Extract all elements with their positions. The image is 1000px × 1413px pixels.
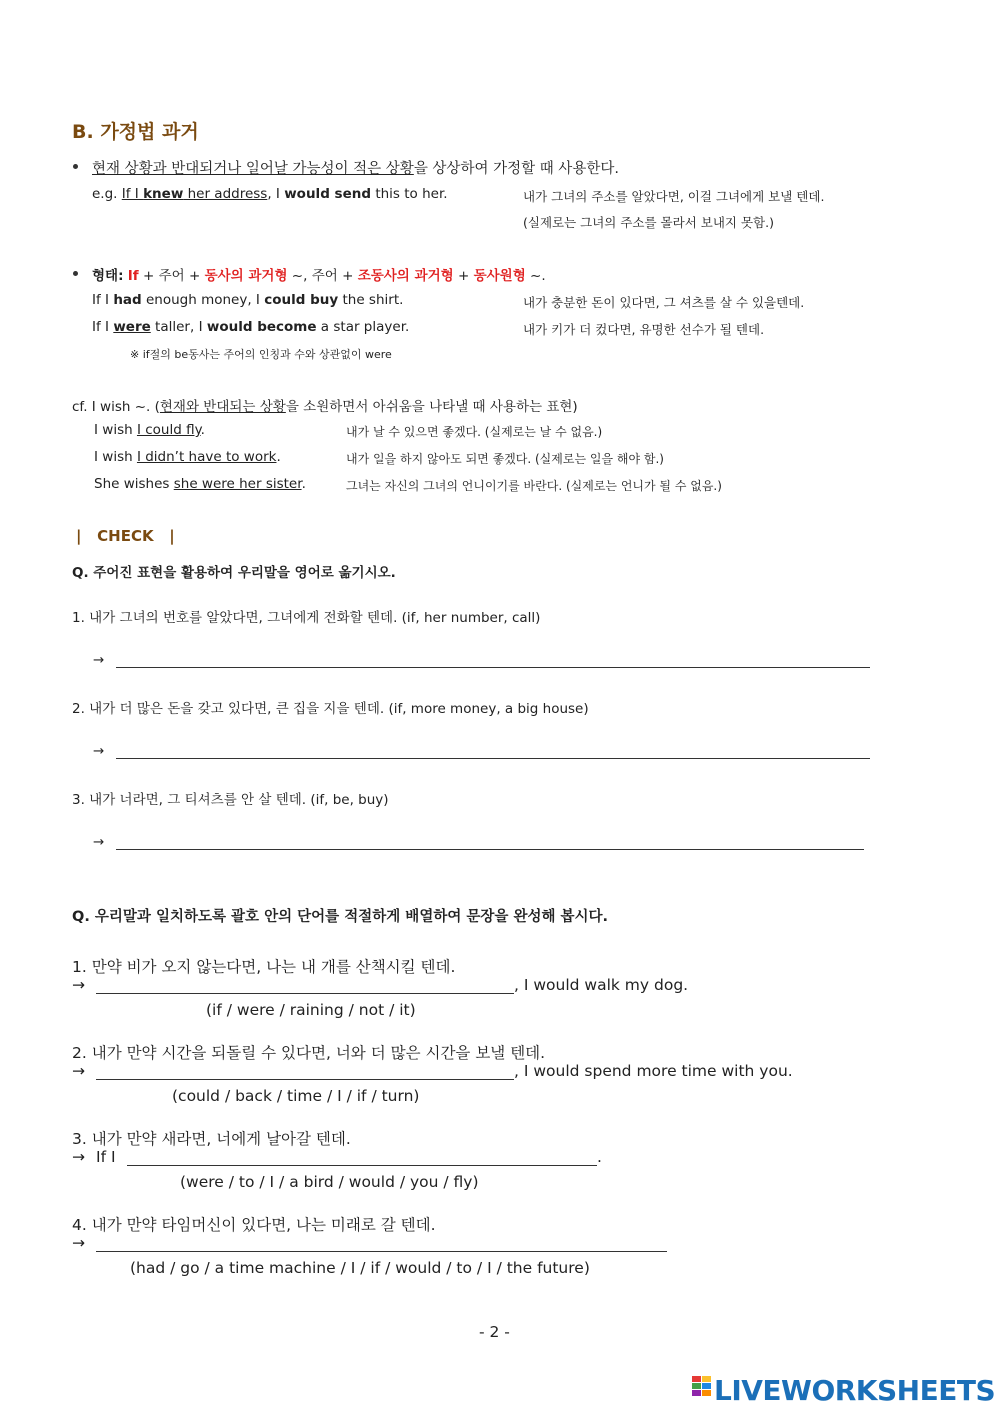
cf-row-1-kr: 내가 날 수 있으면 좋겠다. (실제로는 날 수 없음.) bbox=[346, 425, 603, 439]
arrange-item-2-kr: 2. 내가 만약 시간을 되돌릴 수 있다면, 너와 더 많은 시간을 보낼 텐데. bbox=[72, 1044, 546, 1062]
form-formula bbox=[92, 264, 546, 284]
text-part: If I bbox=[92, 292, 114, 308]
text-bold: had bbox=[113, 292, 142, 308]
cf-row-3-kr: 그녀는 자신의 그녀의 언니이기를 바란다. (실제로는 언니가 될 수 없음.) bbox=[346, 479, 722, 493]
text-part: If I bbox=[92, 319, 114, 335]
intro-rule-underlined: 현재 상황과 반대되거나 일어날 가능성이 적은 상황 bbox=[92, 161, 414, 177]
answer-line-2[interactable] bbox=[116, 758, 870, 759]
form-label: 형태: bbox=[92, 268, 124, 284]
text-underlined: she were her sister bbox=[173, 476, 302, 492]
arrow-icon: → bbox=[93, 652, 105, 668]
arrange-item-3-prefix: If I bbox=[96, 1148, 116, 1166]
eg-if: If I bbox=[121, 186, 144, 202]
form-part: + bbox=[453, 268, 474, 284]
text-part: taller, I bbox=[150, 319, 207, 335]
text-part: I wish bbox=[94, 449, 137, 465]
text-bold: would become bbox=[206, 319, 317, 335]
liveworksheets-logo-icon bbox=[692, 1376, 712, 1402]
page-number: - 2 - bbox=[479, 1323, 510, 1341]
form-part: + 주어 + bbox=[138, 268, 205, 284]
cf-row-3 bbox=[94, 476, 306, 492]
cf-row-2-kr: 내가 일을 하지 않아도 되면 좋겠다. (실제로는 일을 해야 함.) bbox=[346, 452, 664, 466]
arrange-item-1-words: (if / were / raining / not / it) bbox=[206, 1001, 416, 1019]
cf-heading bbox=[72, 395, 578, 415]
arrow-icon: → bbox=[93, 834, 105, 850]
eg-knew: knew bbox=[143, 186, 184, 202]
form-part: ~. bbox=[525, 268, 546, 284]
intro-rule bbox=[92, 157, 619, 178]
check-item-2: 2. 내가 더 많은 돈을 갖고 있다면, 큰 집을 지을 텐데. (if, more money, a big house) bbox=[72, 701, 589, 717]
text-part: . bbox=[200, 422, 205, 438]
section-title: B. 가정법 과거 bbox=[72, 121, 199, 143]
form-base: 동사원형 bbox=[473, 268, 526, 284]
arrange-item-3-words: (were / to / I / a bird / would / you / fly) bbox=[180, 1173, 479, 1191]
arrange-answer-line-3[interactable] bbox=[127, 1165, 597, 1166]
check-q1-title: Q. 주어진 표현을 활용하여 우리말을 영어로 옮기시오. bbox=[72, 565, 396, 581]
text-part: cf. I wish ~. ( bbox=[72, 399, 160, 415]
form-part: ~, 주어 + bbox=[287, 268, 358, 284]
bullet-dot bbox=[73, 271, 78, 276]
text-part: the shirt. bbox=[338, 292, 404, 308]
liveworksheets-logo-text: LIVEWORKSHEETS bbox=[714, 1374, 996, 1407]
text-underlined: I didn’t have to work bbox=[136, 449, 277, 465]
check-label: | CHECK | bbox=[76, 527, 175, 545]
text-underlined: I could fly bbox=[136, 422, 201, 438]
text-part: enough money, I bbox=[141, 292, 265, 308]
form-example-1-kr: 내가 충분한 돈이 있다면, 그 셔츠를 살 수 있을텐데. bbox=[523, 295, 805, 310]
form-aux-past: 조동사의 과거형 bbox=[357, 268, 454, 284]
eg-her: her address bbox=[183, 186, 268, 202]
text-part: She wishes bbox=[94, 476, 174, 492]
eg-would-send: would send bbox=[284, 186, 372, 202]
arrange-answer-line-1[interactable] bbox=[96, 993, 514, 994]
arrange-item-2-suffix: , I would spend more time with you. bbox=[514, 1062, 793, 1080]
form-past: 동사의 과거형 bbox=[204, 268, 288, 284]
text-part: I wish bbox=[94, 422, 137, 438]
arrange-item-3-kr: 3. 내가 만약 새라면, 너에게 날아갈 텐데. bbox=[72, 1130, 351, 1148]
arrow-icon: → bbox=[72, 1062, 85, 1080]
check-item-3: 3. 내가 너라면, 그 티셔츠를 안 살 텐데. (if, be, buy) bbox=[72, 792, 389, 808]
answer-line-1[interactable] bbox=[116, 667, 870, 668]
text-part: . bbox=[301, 476, 306, 492]
bullet-dot bbox=[73, 164, 78, 169]
text-bold: could buy bbox=[264, 292, 339, 308]
text-part: . bbox=[276, 449, 281, 465]
text-part: 을 소원하면서 아쉬움을 나타낼 때 사용하는 표현) bbox=[285, 399, 578, 415]
arrange-answer-line-2[interactable] bbox=[96, 1079, 514, 1080]
arrow-icon: → bbox=[72, 1148, 85, 1166]
form-example-2-kr: 내가 키가 더 컸다면, 유명한 선수가 될 텐데. bbox=[523, 322, 765, 337]
text-underlined: 현재와 반대되는 상황 bbox=[159, 399, 286, 415]
check-q2-title: Q. 우리말과 일치하도록 괄호 안의 단어를 적절하게 배열하여 문장을 완성해 봅시다. bbox=[72, 909, 609, 925]
eg-comma: , I bbox=[267, 186, 285, 202]
text-part: a star player. bbox=[316, 319, 410, 335]
cf-row-1 bbox=[94, 422, 205, 438]
text-bold: were bbox=[113, 319, 151, 335]
arrow-icon: → bbox=[93, 743, 105, 759]
intro-example-kr2: (실제로는 그녀의 주소를 몰라서 보내지 못함.) bbox=[523, 215, 774, 230]
intro-rule-rest: 을 상상하여 가정할 때 사용한다. bbox=[413, 161, 619, 177]
form-note: ※ if절의 be동사는 주어의 인칭과 수와 상관없이 were bbox=[130, 348, 392, 361]
arrange-item-3-suffix: . bbox=[597, 1148, 602, 1166]
intro-example-kr1: 내가 그녀의 주소를 알았다면, 이걸 그녀에게 보낼 텐데. bbox=[523, 189, 825, 204]
liveworksheets-logo[interactable] bbox=[692, 1374, 996, 1407]
form-example-1 bbox=[92, 292, 403, 308]
arrange-item-4-kr: 4. 내가 만약 타임머신이 있다면, 나는 미래로 갈 텐데. bbox=[72, 1216, 436, 1234]
arrange-item-1-suffix: , I would walk my dog. bbox=[514, 976, 689, 994]
arrow-icon: → bbox=[72, 976, 85, 994]
check-item-1: 1. 내가 그녀의 번호를 알았다면, 그녀에게 전화할 텐데. (if, her number, call) bbox=[72, 610, 541, 626]
arrange-item-1-kr: 1. 만약 비가 오지 않는다면, 나는 내 개를 산책시킬 텐데. bbox=[72, 958, 456, 976]
cf-row-2 bbox=[94, 449, 281, 465]
eg-end: this to her. bbox=[371, 186, 448, 202]
eg-label: e.g. bbox=[92, 186, 118, 202]
intro-example-en bbox=[92, 186, 448, 202]
form-example-2 bbox=[92, 319, 409, 335]
arrange-answer-line-4[interactable] bbox=[96, 1251, 667, 1252]
form-if: If bbox=[127, 268, 139, 284]
answer-line-3[interactable] bbox=[116, 849, 864, 850]
arrange-item-4-words: (had / go / a time machine / I / if / would / to / I / the future) bbox=[130, 1259, 590, 1277]
arrow-icon: → bbox=[72, 1234, 85, 1252]
arrange-item-2-words: (could / back / time / I / if / turn) bbox=[172, 1087, 420, 1105]
